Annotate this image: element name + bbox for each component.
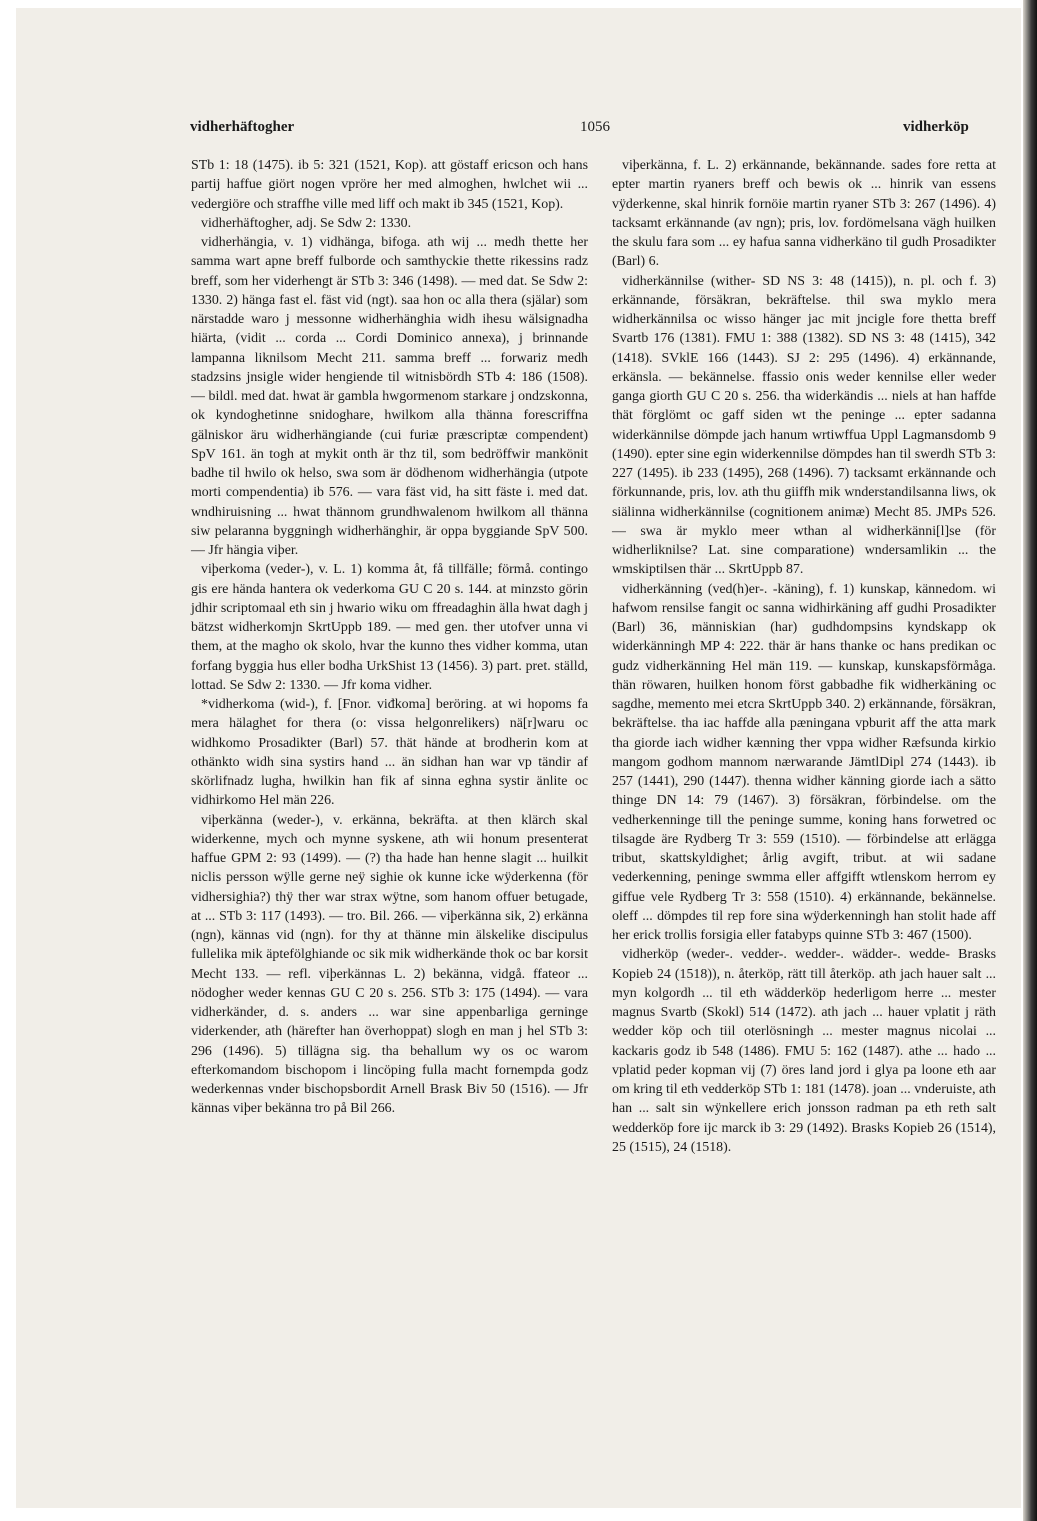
entry-vidherhaftogher: vidherhäftogher, adj. Se Sdw 2: 1330. — [201, 215, 412, 231]
page-number: 1056 — [580, 119, 610, 135]
entry-continuation: STb 1: 18 (1475). ib 5: 321 (1521, Kop). att göstaff ericson och hans partij haffue giört nogen vpröre her med almoghen, hwlchet wii ... vedergiöre och straffhe ville med liff och makt ib 345 (1521, Kop). — [191, 158, 588, 212]
right-guide-word: vidherköp — [903, 119, 969, 135]
entry-vidherkanning: vidherkänning (ved(h)er-. -käning), f. 1) kunskap, kännedom. wi hafwom rensilse fangit oc sanna widhirkäning aff gudhi Prosadikter (Barl) 36, människian (har) gudhdompsins kyndskapp ok widerkänningh MP 4: 222. thär är hans thanke oc hans predikan oc gudz vidherkänning Hel män 119. — kunskap, kunskapsförmåga. thän röwaren, huilken honom först gabbadhe fik widherkäning oc sagdhe, memento mei etcra SkrtUppb 340. 2) erkännande, försäkran, bekräftelse. tha iac haffde alla pæningana vpburit aff the atta mark tha giorde iach widher kænning ther vppa widher Ræfsunda kirkio mangom godhom mannom nærwarande JämtlDipl 274 (1443). ib 257 (1441), 290 (1447). thenna widher känning giorde iach a sätto thinge DN 14: 79 (1467). 3) försäkran, förbindelse. om the vedherkenninge till the peninge summe, koning hans forwetred oc tilsagde äre Rydberg Tr 3: 559 (1510). — förbindelse att erlägga tribut, skattskyldighet; årlig avgift, tribut. at wii sadane vederkenning, peninge swmma eller affgifft wtlenskom herrom ey giffue vele Rydberg Tr 3: 558 (1510). 4) erkännande, bekännelse. oleff ... dömpdes til rep fore sina wÿderkenningh han stolit hade aff her erick trollis forsigia eller fatabурs quinne STb 3: 467 (1500). — [612, 581, 996, 943]
entry-vidherhangia: vidherhängia, v. 1) vidhänga, bifoga. ath wij ... medh thette her samma wart apne breff fulborde och samthyckie thette rikessins radz breff, som her viderhengt är STb 3: 346 (1498). — med dat. Se Sdw 2: 1330. 2) hänga fast el. fäst vid (ngt). saa hon oc alla thera (själar) som närstadde waro j messonne widherhänghia widh ihesu wälsignadha hiärta, (vidit ... corda ... Cordi Dominico annexa), j brinnande lampanna liknilsom Mecht 211. samma breff ... forwariz medh stadzsins jnsigle wider hengiende til witnisbördh STb 4: 186 (1508). — bildl. med dat. hwat är gambla hwgormenom starkare j ondzskonna, ok kyndoghetinne snidoghare, hwilkom alla thänna forescriffna gälniskor äru widherhängiande (cui furiæ præscriptæ compendent) SpV 161. än togh at mykit onth är thz til, som bedröffwir mankönit badhe til hwilo ok helso, swa som är dödhenom widherhängia (utpote morti compendentia) ib 576. — vara fäst vid, ha sitt fäste i. med dat. wndhiruisning ... hwat thännom grundhwalenom hwilkom all thänna siw pelaranna byggningh widherhänghir, är oppa byggiande SpV 500. — Jfr hängia viþer. — [191, 235, 588, 558]
entry-viperkanna-noun: viþerkänna, f. L. 2) erkännande, bekännande. sades fore retta at epter martin ryaners breff och bewis ok ... hinrik van essens vÿderkenne, skal hinrik fornöie martin ryaner STb 3: 267 (1496). 4) tacksamt erkännande (av ngn); pris, lov. fordömelsana vägh huilken the skulu fara som ... ey hafua sanna vidherkäno til gudh Prosadikter (Barl) 6. — [612, 158, 996, 270]
page-gutter-shadow — [1023, 0, 1037, 1521]
entry-vidherkop: vidherköp (weder-. vedder-. wedder-. wädder-. wedde- Brasks Kopieb 24 (1518)), n. återköp, rätt till återköp. ath jach hauer salt ... myn kolgordh ... til eth wädderköp hederligom herre ... mester magnus Svartb (Skokl) 514 (1472). ath jach ... hauer vplatit j räth wedder köp och tiil oterlösningh ... mester magnus nicolai ... kackaris godz ib 548 (1486). FMU 5: 162 (1487). athe ... hado ... vplatid peder kopman vij (7) öres land jord i glya pa loone eth aar om kring til eth vedderköp STb 1: 181 (1478). joan ... vnderuiste, ath han ... salt sin wÿnkellere erich jonsson radman pa eth reth salt wedderköp fore ijc marck ib 3: 29 (1492). Brasks Kopieb 26 (1514), 25 (1515), 24 (1518). — [612, 947, 996, 1155]
entry-vidherkannilse: vidherkännilse (wither- SD NS 3: 48 (1415)), n. pl. och f. 3) erkännande, försäkran, bekräftelse. thil swa myklo mera widherkännilsa oc wisso hänger jac mit jncigle fore thetta breff Svartb 176 (1381). FMU 1: 388 (1382). SD NS 3: 48 (1415), 342 (1418). SVklE 166 (1443). SJ 2: 295 (1496). 4) erkännande, erkänsla. — bekännelse. ffassio onis weder kennilse eller weder ganga giorth GU C 20 s. 256. tha widerkändis ... niels at han haffde thät förglömt oc gaff siden wt the peninge ... epter sadanna widerkännilse dömpde jach hanum wrtiwffua Uppl Lagmansdomb 9 (1490). epter sine egin widerkennilse dömpdes han til swerdh STb 3: 227 (1495). ib 233 (1495), 268 (1496). 7) tacksamt erkännande och förkunnande, pris, lov. ath thu giiffh mik wnderstandilsanna liws, ok siälinna widherkännilse (cognitionem animæ) Mecht 85. JMPs 526. — swa är myklo meer wthan al widherkänni[l]se (för widherliknilse? Lat. sine comparatione) wndersamlikin ... the wmskiptilsen thär ... SkrtUppb 87. — [612, 273, 996, 578]
entry-viperkoma: viþerkoma (veder-), v. L. 1) komma åt, få tillfälle; förmå. contingo gis ere hända hantera ok vederkoma GU C 20 s. 144. at minzsto görin jdhir scriptomaal eth sin j hwario wiku om ffreadaghin älla hwat dagh j bätzst widherkomjn SkrtUppb 189. — med gen. ther utofver unna vi them, at the magho ok skolo, hvar the kunno thes vidher komma, utan forfang byggia hus eller bodha UrkShist 13 (1456). 3) part. pret. ställd, lottad. Se Sdw 2: 1330. — Jfr koma vidher. — [191, 562, 588, 693]
running-head — [16, 119, 1021, 139]
entry-vidherkoma: *vidherkoma (wid-), f. [Fnor. viđkoma] beröring. at wi hopoms fa mera hälaghet for thera (o: vissa helgonrelikers) nä[r]waru oc widhkomo Prosadikter (Barl) 57. thät hände at brodherin kom at othänkto widh sina systirs hand ... än sidhan han war vp tändir af skörlifnadz lugha, hwilkin han fik af sinna eghna systir änlite oc vidhirkomo Hel män 226. — [191, 697, 588, 809]
right-column — [612, 156, 996, 1157]
left-guide-word: vidherhäftogher — [190, 119, 295, 135]
entry-viperkanna-verb: viþerkänna (weder-), v. erkänna, bekräfta. at then klärch skal widerkenne, mych och mynne syskene, ath wii honum presenterat haffue GPM 2: 93 (1499). — (?) tha hade han henne slagit ... huilkit niclis persson wÿlle gerne neÿ sighie ok kunne icke wÿderkenna (för vidhersighia?) thÿ ther war strax wÿtne, som hanom offuer betugade, at ... STb 3: 117 (1493). — tro. Bil. 266. — viþerkänna sik, 2) erkänna (ngn), kännas vid (ngn). for thy at thänne min älskelike discipulus fullelika mik äptefölghiande oc sik mik widherkände thok oc bar korsit Mecht 133. — refl. viþerkännas L. 2) bekänna, vidgå. ffateor ... nödogher weder kennas GU C 20 s. 256. STb 3: 175 (1494). — vara vidherkänder, d. s. anders ... war sine appenbarliga gerninge viderkender, ath (härefter han överhoppat) slogh en man j hel STb 3: 296 (1496). 5) tillägna sig. tha behallum wy os oc warom efterkomandom bischopom i lincöping fulla macht fornempda godz wederkennas vnder bischopsbordit Arnell Brask Biv 50 (1516). — Jfr kännas viþer bekänna tro på Bil 266. — [191, 812, 588, 1117]
left-column — [191, 156, 588, 1119]
dictionary-page — [16, 8, 1021, 1508]
